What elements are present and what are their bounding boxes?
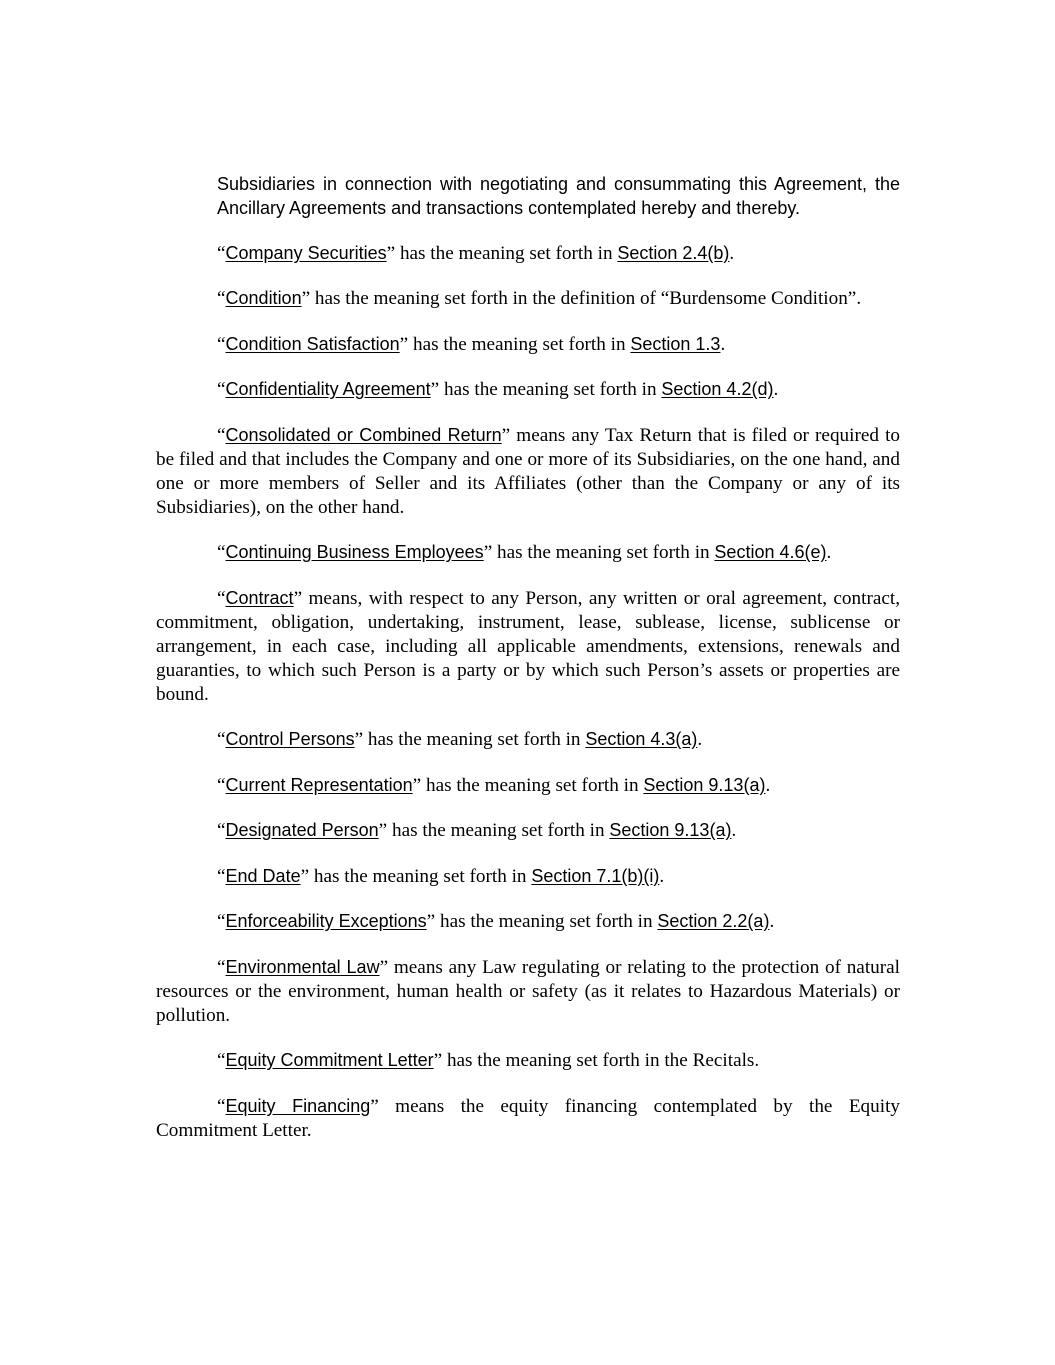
section-reference-link[interactable]: Section 9.13(a) xyxy=(643,774,766,795)
definition-paragraph xyxy=(156,955,900,1028)
definition-paragraph xyxy=(156,864,900,889)
close-quote: ” xyxy=(483,542,493,563)
definition-paragraph xyxy=(156,332,900,357)
definition-paragraph xyxy=(156,818,900,843)
close-quote: ” xyxy=(399,333,409,355)
defined-term: Condition Satisfaction xyxy=(225,333,400,354)
definition-text: means any Tax Return that is filed or required to be filed and that includes the Company and one or more of its Subsidiaries, on the one hand, and one or more members of Seller and its Affiliates (other than the Company or any of its Subsidiaries), on the other hand. xyxy=(156,424,901,518)
defined-term: Condition xyxy=(225,288,302,308)
definition-text: means any Law regulating or relating to the protection of natural resources or the environment, human health or safety (as it relates to Hazardous Materials) or pollution. xyxy=(156,956,900,1026)
open-quote: “ xyxy=(217,729,226,750)
open-quote: “ xyxy=(217,242,226,264)
open-quote: “ xyxy=(217,774,226,796)
definition-paragraph xyxy=(156,909,900,934)
definition-text: has the meaning set forth in xyxy=(363,729,586,750)
open-quote: “ xyxy=(217,1095,226,1117)
trailing-punctuation: . xyxy=(697,729,703,750)
continuation-paragraph: Subsidiaries in connection with negotiating and consummating this Agreement, the Ancillary Agreements and transactions contemplated hereby and thereby. xyxy=(217,174,900,218)
defined-term: End Date xyxy=(225,865,301,886)
close-quote: ” xyxy=(293,587,303,609)
definition-text: has the meaning set forth in xyxy=(387,820,610,841)
section-reference-link[interactable]: Section 9.13(a) xyxy=(609,820,732,840)
defined-term: Equity Commitment Letter xyxy=(225,1050,434,1070)
trailing-punctuation: . xyxy=(720,333,726,355)
defined-term: Consolidated or Combined Return xyxy=(225,424,502,445)
document-page xyxy=(156,172,900,1163)
close-quote: ” xyxy=(386,242,396,264)
open-quote: “ xyxy=(217,542,226,563)
trailing-punctuation: . xyxy=(765,774,771,796)
definition-text: has the meaning set forth in xyxy=(421,774,644,796)
definition-text: has the meaning set forth in xyxy=(492,542,715,563)
definition-paragraph xyxy=(156,586,900,707)
trailing-punctuation: . xyxy=(826,542,832,563)
defined-term: Environmental Law xyxy=(225,956,380,977)
definition-paragraph xyxy=(156,377,900,402)
defined-term: Enforceability Exceptions xyxy=(225,911,427,931)
definition-paragraph xyxy=(156,423,900,520)
defined-term: Designated Person xyxy=(225,820,379,840)
definition-text: has the meaning set forth in the definition of “Burdensome Condition”. xyxy=(310,288,862,309)
defined-term: Equity Financing xyxy=(225,1095,371,1116)
trailing-punctuation: . xyxy=(659,865,665,887)
open-quote: “ xyxy=(217,1050,226,1071)
open-quote: “ xyxy=(217,865,226,887)
close-quote: ” xyxy=(301,288,311,309)
close-quote: ” xyxy=(430,379,440,400)
close-quote: ” xyxy=(426,911,436,932)
open-quote: “ xyxy=(217,424,226,446)
section-reference-link[interactable]: Section 4.6(e) xyxy=(714,542,827,562)
definitions-list xyxy=(156,241,900,1143)
open-quote: “ xyxy=(217,911,226,932)
definition-paragraph xyxy=(156,286,900,311)
defined-term: Company Securities xyxy=(225,242,387,263)
close-quote: ” xyxy=(501,424,511,446)
section-reference-link[interactable]: Section 4.3(a) xyxy=(585,729,698,749)
close-quote: ” xyxy=(370,1095,379,1117)
definition-text: has the meaning set forth in xyxy=(395,242,618,264)
close-quote: ” xyxy=(412,774,422,796)
definition-text: has the meaning set forth in xyxy=(309,865,532,887)
trailing-punctuation: . xyxy=(731,820,737,841)
open-quote: “ xyxy=(217,820,226,841)
defined-term: Control Persons xyxy=(225,729,355,749)
section-reference-link[interactable]: Section 2.4(b) xyxy=(617,242,730,263)
definition-paragraph xyxy=(156,727,900,752)
definition-paragraph xyxy=(156,1048,900,1073)
definition-paragraph xyxy=(156,540,900,565)
close-quote: ” xyxy=(433,1050,443,1071)
definition-text: means, with respect to any Person, any written or oral agreement, contract, commitment, obligation, undertaking, instrument, lease, sublease, license, sublicense or arrangement, in each case, including all applicable amendments, extensions, renewals and guaranties, to which such Person is a party or by which such Person’s assets or properties are bound. xyxy=(156,587,900,705)
open-quote: “ xyxy=(217,333,226,355)
open-quote: “ xyxy=(217,288,226,309)
defined-term: Contract xyxy=(225,587,294,608)
open-quote: “ xyxy=(217,956,226,978)
defined-term: Current Representation xyxy=(225,774,413,795)
trailing-punctuation: . xyxy=(769,911,775,932)
section-reference-link[interactable]: Section 2.2(a) xyxy=(657,911,770,931)
definition-text: has the meaning set forth in xyxy=(439,379,662,400)
definition-text: has the meaning set forth in xyxy=(408,333,631,355)
definition-text: means the equity financing contemplated by the Equity Commitment Letter. xyxy=(156,1095,900,1141)
close-quote: ” xyxy=(378,820,388,841)
section-reference-link[interactable]: Section 1.3 xyxy=(630,333,721,354)
section-reference-link[interactable]: Section 7.1(b)(i) xyxy=(531,865,660,886)
definition-paragraph xyxy=(156,1094,900,1143)
open-quote: “ xyxy=(217,379,226,400)
definition-paragraph xyxy=(156,773,900,798)
definition-text: has the meaning set forth in xyxy=(435,911,658,932)
definition-paragraph xyxy=(156,241,900,266)
trailing-punctuation: . xyxy=(729,242,735,264)
close-quote: ” xyxy=(354,729,364,750)
defined-term: Continuing Business Employees xyxy=(225,542,484,562)
definition-text: has the meaning set forth in the Recitals. xyxy=(442,1050,760,1071)
defined-term: Confidentiality Agreement xyxy=(225,379,431,399)
open-quote: “ xyxy=(217,587,226,609)
close-quote: ” xyxy=(379,956,389,978)
section-reference-link[interactable]: Section 4.2(d) xyxy=(661,379,774,399)
trailing-punctuation: . xyxy=(773,379,779,400)
close-quote: ” xyxy=(300,865,310,887)
